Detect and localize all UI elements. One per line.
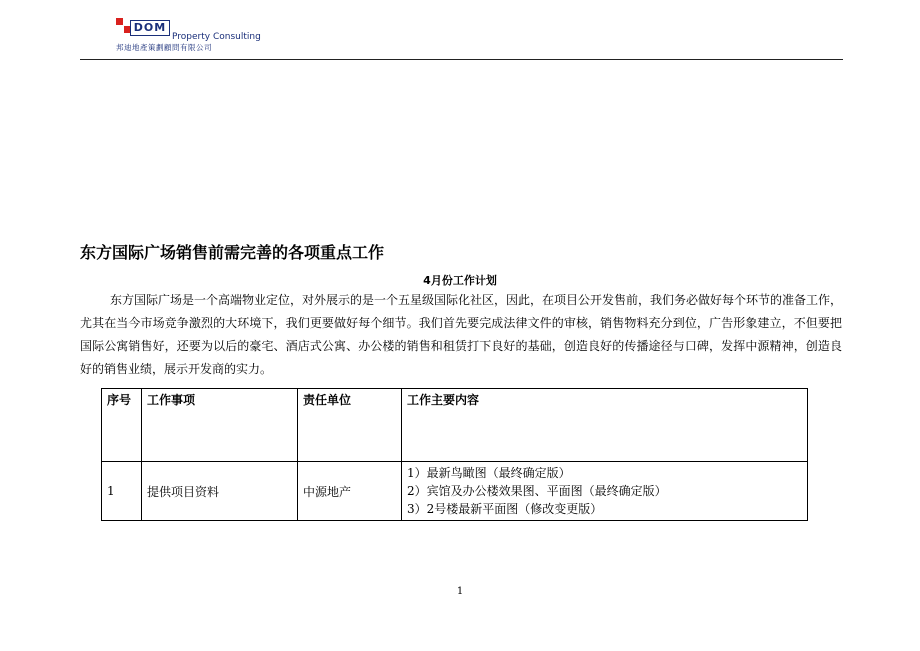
document-title: 东方国际广场销售前需完善的各项重点工作 bbox=[80, 243, 385, 262]
document-subtitle: 4月份工作计划 bbox=[423, 274, 497, 287]
cell-unit: 中源地产 bbox=[298, 462, 402, 521]
header-divider bbox=[80, 59, 843, 60]
page-number: 1 bbox=[456, 586, 464, 597]
content-item: 3）2号楼最新平面图（修改变更版） bbox=[407, 502, 603, 516]
content-item: 2）宾馆及办公楼效果图、平面图（最终确定版） bbox=[407, 484, 667, 498]
cell-content bbox=[402, 462, 808, 521]
header-cell-unit: 责任单位 bbox=[298, 389, 402, 462]
work-plan-table bbox=[101, 388, 808, 521]
table-row bbox=[102, 462, 808, 521]
cell-no: 1 bbox=[102, 462, 142, 521]
logo-box bbox=[130, 20, 170, 36]
content-item: 1）最新鸟瞰图（最终确定版） bbox=[407, 466, 571, 480]
header-cell-no: 序号 bbox=[102, 389, 142, 462]
intro-paragraph: 东方国际广场是一个高端物业定位，对外展示的是一个五星级国际化社区，因此，在项目公开发售前，我们务必做好每个环节的准备工作，尤其在当今市场竞争激烈的大环境下，我们更要做好每个细节。我们首先要完成法律文件的审核，销售物料充分到位，广告形象建立，不但要把国际公寓销售好，还要为以后的豪宅、酒店式公寓、办公楼的销售和租赁打下良好的基础，创造良好的传播途径与口碑，发挥中源精神，创造良好的销售业绩，展示开发商的实力。 bbox=[80, 293, 843, 376]
header-cell-content: 工作主要内容 bbox=[402, 389, 808, 462]
logo-word: DOM bbox=[133, 21, 167, 34]
table-header-row bbox=[102, 389, 808, 462]
logo-company-name: 邦迪地產策劃顧問有限公司 bbox=[116, 43, 212, 52]
logo-subtitle: Property Consulting bbox=[172, 32, 261, 42]
company-logo bbox=[116, 18, 266, 52]
cell-task: 提供项目资料 bbox=[142, 462, 298, 521]
header-cell-task: 工作事项 bbox=[142, 389, 298, 462]
